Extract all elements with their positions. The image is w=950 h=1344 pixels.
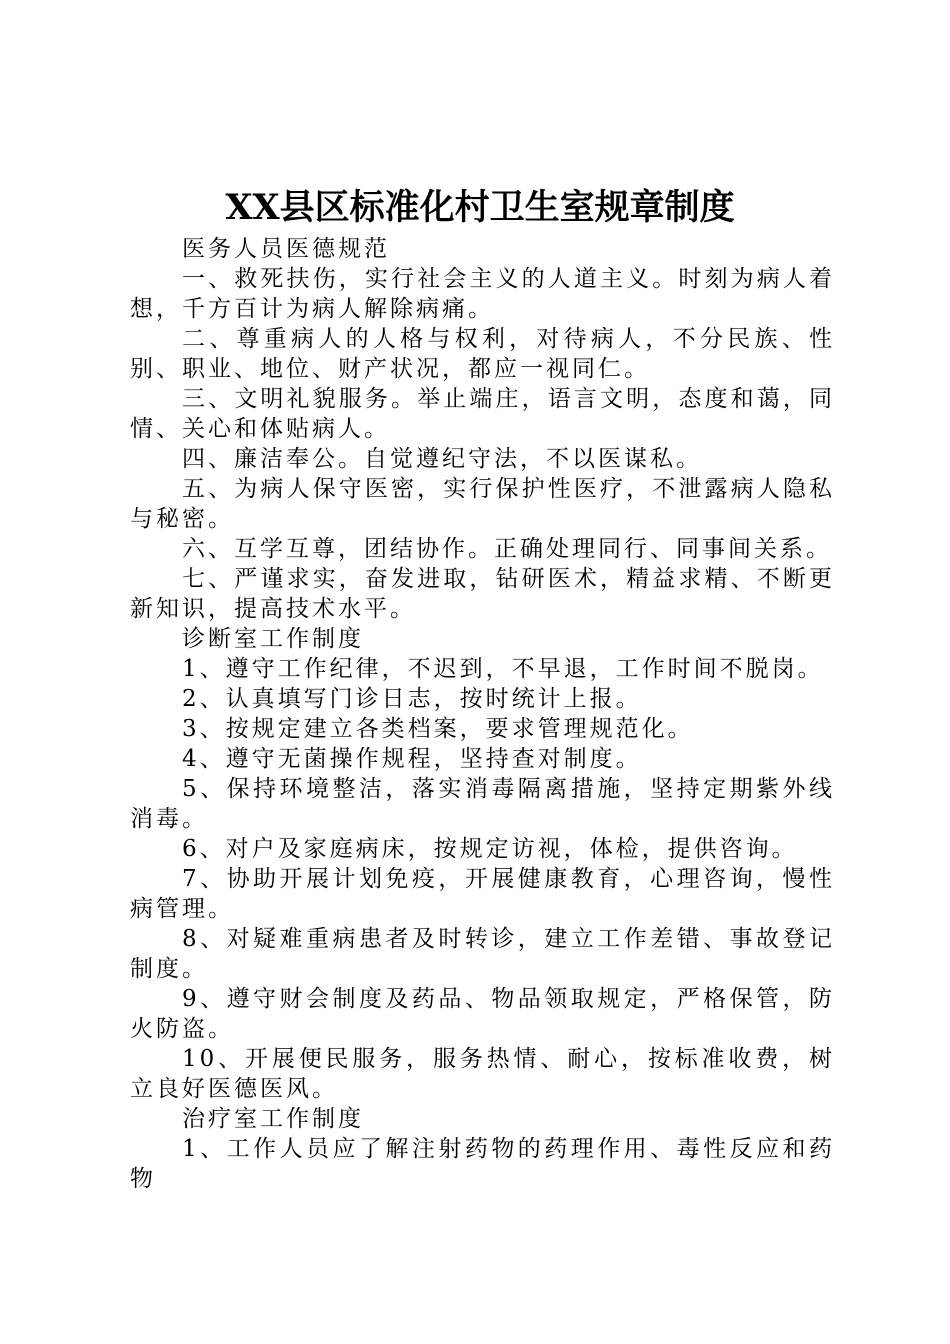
paragraph: 一、救死扶伤，实行社会主义的人道主义。时刻为病人着想，千方百计为病人解除病痛。: [130, 266, 835, 322]
paragraph: 9、遵守财会制度及药品、物品领取规定，严格保管，防火防盗。: [130, 986, 835, 1042]
paragraph: 七、严谨求实，奋发进取，钻研医术，精益求精、不断更新知识，提高技术水平。: [130, 566, 835, 622]
paragraph: 6、对户及家庭病床，按规定访视，体检，提供咨询。: [182, 836, 798, 862]
paragraph: 8、对疑难重病患者及时转诊，建立工作差错、事故登记制度。: [130, 926, 835, 982]
paragraph: 二、尊重病人的人格与权利，对待病人，不分民族、性别、职业、地位、财产状况，都应一视同仁。: [130, 326, 835, 382]
document-body: [130, 234, 835, 1194]
section-heading-medical-ethics: 医务人员医德规范: [182, 236, 390, 262]
paragraph: 三、文明礼貌服务。举止端庄，语言文明，态度和蔼，同情、关心和体贴病人。: [130, 386, 835, 442]
paragraph: 7、协助开展计划免疫，开展健康教育，心理咨询，慢性病管理。: [130, 866, 835, 922]
paragraph: 1、遵守工作纪律，不迟到，不早退，工作时间不脱岗。: [182, 656, 824, 682]
paragraph: 4、遵守无菌操作规程，坚持查对制度。: [182, 746, 642, 772]
paragraph: 5、保持环境整洁，落实消毒隔离措施，坚持定期紫外线消毒。: [130, 776, 835, 832]
section-heading-diagnosis-room: 诊断室工作制度: [182, 626, 364, 652]
paragraph: 五、为病人保守医密，实行保护性医疗，不泄露病人隐私与秘密。: [130, 476, 835, 532]
paragraph: 四、廉洁奉公。自觉遵纪守法，不以医谋私。: [182, 446, 702, 472]
section-heading-treatment-room: 治疗室工作制度: [182, 1106, 364, 1132]
paragraph: 六、互学互尊，团结协作。正确处理同行、同事间关系。: [182, 536, 832, 562]
document-title: XX县区标准化村卫生室规章制度: [225, 187, 735, 228]
paragraph: 2、认真填写门诊日志，按时统计上报。: [182, 686, 642, 712]
paragraph: 3、按规定建立各类档案，要求管理规范化。: [182, 716, 694, 742]
paragraph: 1、工作人员应了解注射药物的药理作用、毒性反应和药物: [130, 1136, 835, 1192]
paragraph: 10、开展便民服务，服务热情、耐心，按标准收费，树立良好医德医风。: [130, 1046, 835, 1102]
